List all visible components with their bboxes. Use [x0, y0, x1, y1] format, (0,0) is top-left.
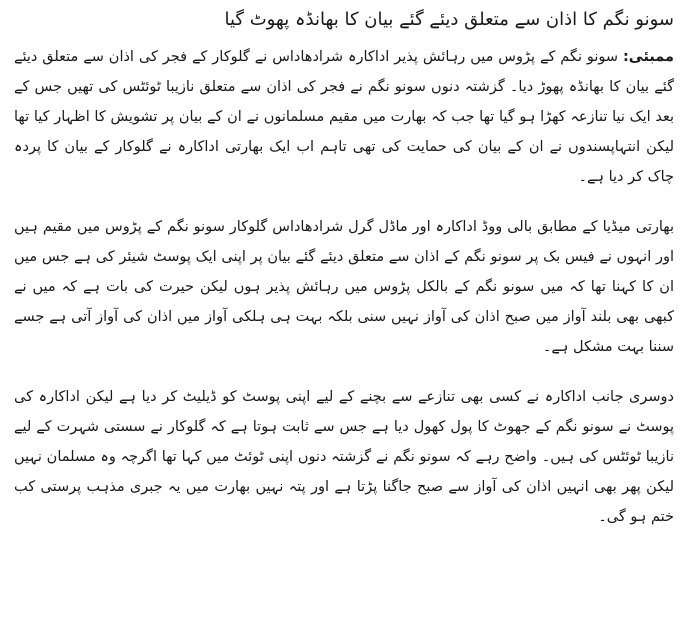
article-paragraph-1	[14, 42, 674, 192]
paragraph-text: سونو نگم کے پڑوس میں رہائش پذیر اداکارہ شرادھاداس نے گلوکار کے فجر کی اذان سے متعلق دیئے گئے بیان کا بھانڈہ پھوڑ دیا۔ گزشتہ دنوں سونو نگم نے فجر کی اذان سے متعلق نازیبا ٹوئٹس کی تھیں جس کے بعد ایک نیا تنازعہ کھڑا ہو گیا تھا جب کہ بھارت میں مقیم مسلمانوں نے ان کے بیان پر تشویش کا اظہار کیا تھا لیکن انتہاپسندوں نے ان کے بیان کی حمایت کی تھی تاہم اب ایک بھارتی اداکارہ نے گلوکار کے بیان کا پردہ چاک کر دیا ہے۔	[14, 49, 674, 185]
article-dateline: ممبئی:	[622, 49, 674, 65]
article-headline: سونو نگم کا اذان سے متعلق دیئے گئے بیان کا بھانڈہ پھوٹ گیا	[224, 9, 674, 30]
article	[14, 6, 674, 552]
article-paragraph-2: بھارتی میڈیا کے مطابق بالی ووڈ اداکارہ اور ماڈل گرل شرادھاداس گلوکار سونو نگم کے پڑوس میں مقیم ہیں اور انہوں نے فیس بک پر سونو نگم کے اذان سے متعلق دیئے گئے بیان پر اپنی ایک پوسٹ شیئر کی ہے جس میں ان کا کہنا تھا کہ میں سونو نگم کے بالکل پڑوس میں رہائش پذیر ہوں لیکن حیرت کی بات ہے کہ میں نے کبھی بھی بلند آواز میں صبح اذان کی آواز نہیں سنی بلکہ بہت ہی ہلکی آواز میں اذان کی آواز آتی ہے جسے سننا بہت مشکل ہے۔	[14, 219, 674, 355]
article-paragraph-3: دوسری جانب اداکارہ نے کسی بھی تنازعے سے بچنے کے لیے اپنی پوسٹ کو ڈیلیٹ کر دیا ہے لیکن اداکارہ کی پوسٹ نے سونو نگم کے جھوٹ کا پول کھول دیا ہے جس سے ثابت ہوتا ہے کہ گلوکار نے سستی شہرت کے لیے نازیبا ٹوئٹس کی ہیں۔ واضح رہے کہ سونو نگم نے گزشتہ دنوں اپنی ٹوئٹ میں کہا تھا اگرچہ وہ مسلمان نہیں لیکن پھر بھی انہیں اذان کی آواز سے صبح جاگنا پڑتا ہے اور پتہ نہیں بھارت میں یہ جبری مذہب پرستی کب ختم ہو گی۔	[14, 389, 674, 525]
